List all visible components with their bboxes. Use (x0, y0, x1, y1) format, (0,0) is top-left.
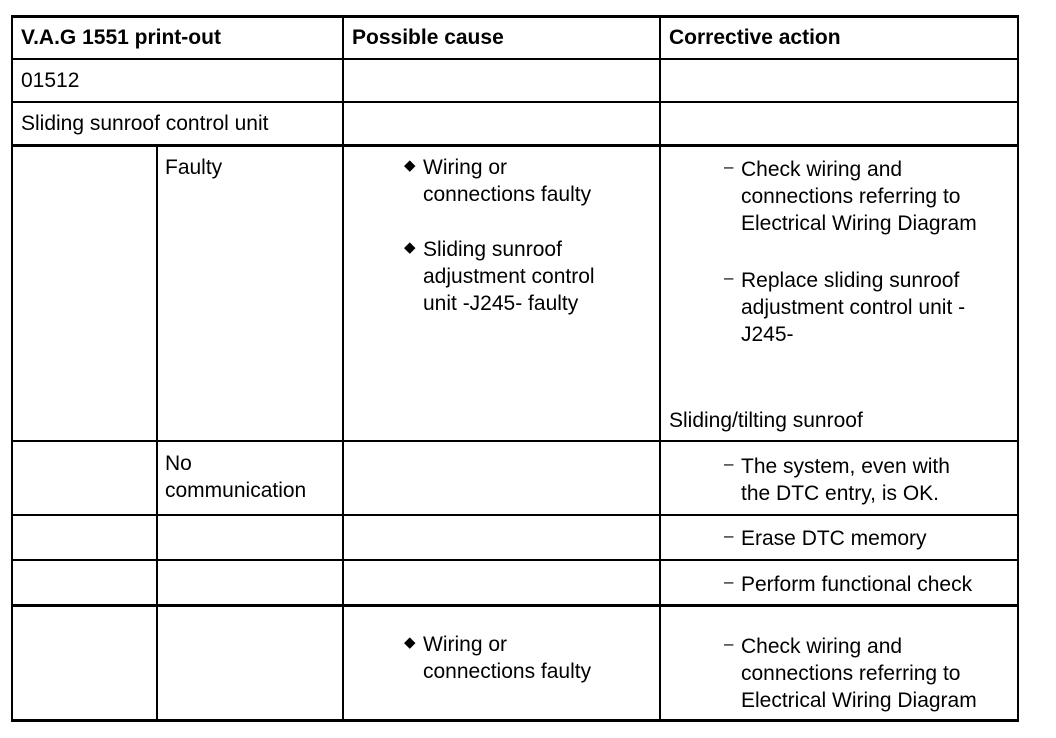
fault-code: 01512 (21, 69, 80, 92)
action-text: Replace sliding sunroof adjustment control unit - J245- (741, 269, 966, 346)
column-divider (659, 15, 661, 722)
section-note: Sliding/tilting sunroof (669, 409, 863, 432)
dash-icon: – (724, 572, 734, 591)
row-divider (11, 514, 1019, 516)
row-divider (11, 604, 1019, 607)
dash-icon: – (724, 157, 734, 176)
row-divider (11, 101, 1019, 103)
action-text: Erase DTC memory (741, 527, 927, 550)
header-divider (11, 58, 1019, 60)
table-border-top (11, 15, 1019, 18)
action-text: Check wiring and connections referring to Electrical Wiring Diagram (741, 635, 977, 712)
bullet-icon: ◆ (404, 157, 416, 174)
row-divider (11, 440, 1019, 442)
cause-text: Sliding sunroof adjustment control unit -J245- faulty (423, 238, 595, 315)
header-printout: V.A.G 1551 print-out (21, 26, 221, 49)
bullet-icon: ◆ (404, 239, 416, 256)
dash-icon: – (724, 268, 734, 287)
action-text: Perform functional check (741, 573, 973, 596)
bullet-icon: ◆ (404, 634, 416, 651)
row-divider (11, 144, 1019, 147)
table-border-bottom (11, 719, 1019, 722)
header-corrective-action: Corrective action (669, 26, 841, 49)
action-text: Check wiring and connections referring to Electrical Wiring Diagram (741, 158, 977, 235)
status-label: Faulty (165, 156, 223, 179)
cause-text: Wiring or connections faulty (423, 156, 592, 206)
header-possible-cause: Possible cause (352, 26, 504, 49)
table-border-left (11, 15, 13, 722)
column-divider (342, 15, 344, 722)
dash-icon: – (724, 634, 734, 653)
status-label: No communication (165, 452, 307, 502)
dash-icon: – (724, 454, 734, 473)
row-divider (11, 559, 1019, 561)
column-divider (156, 145, 158, 722)
cause-text: Wiring or connections faulty (423, 633, 592, 683)
component-name: Sliding sunroof control unit (21, 112, 269, 135)
table-border-right (1017, 15, 1019, 722)
action-text: The system, even with the DTC entry, is OK. (741, 455, 950, 505)
dash-icon: – (724, 526, 734, 545)
